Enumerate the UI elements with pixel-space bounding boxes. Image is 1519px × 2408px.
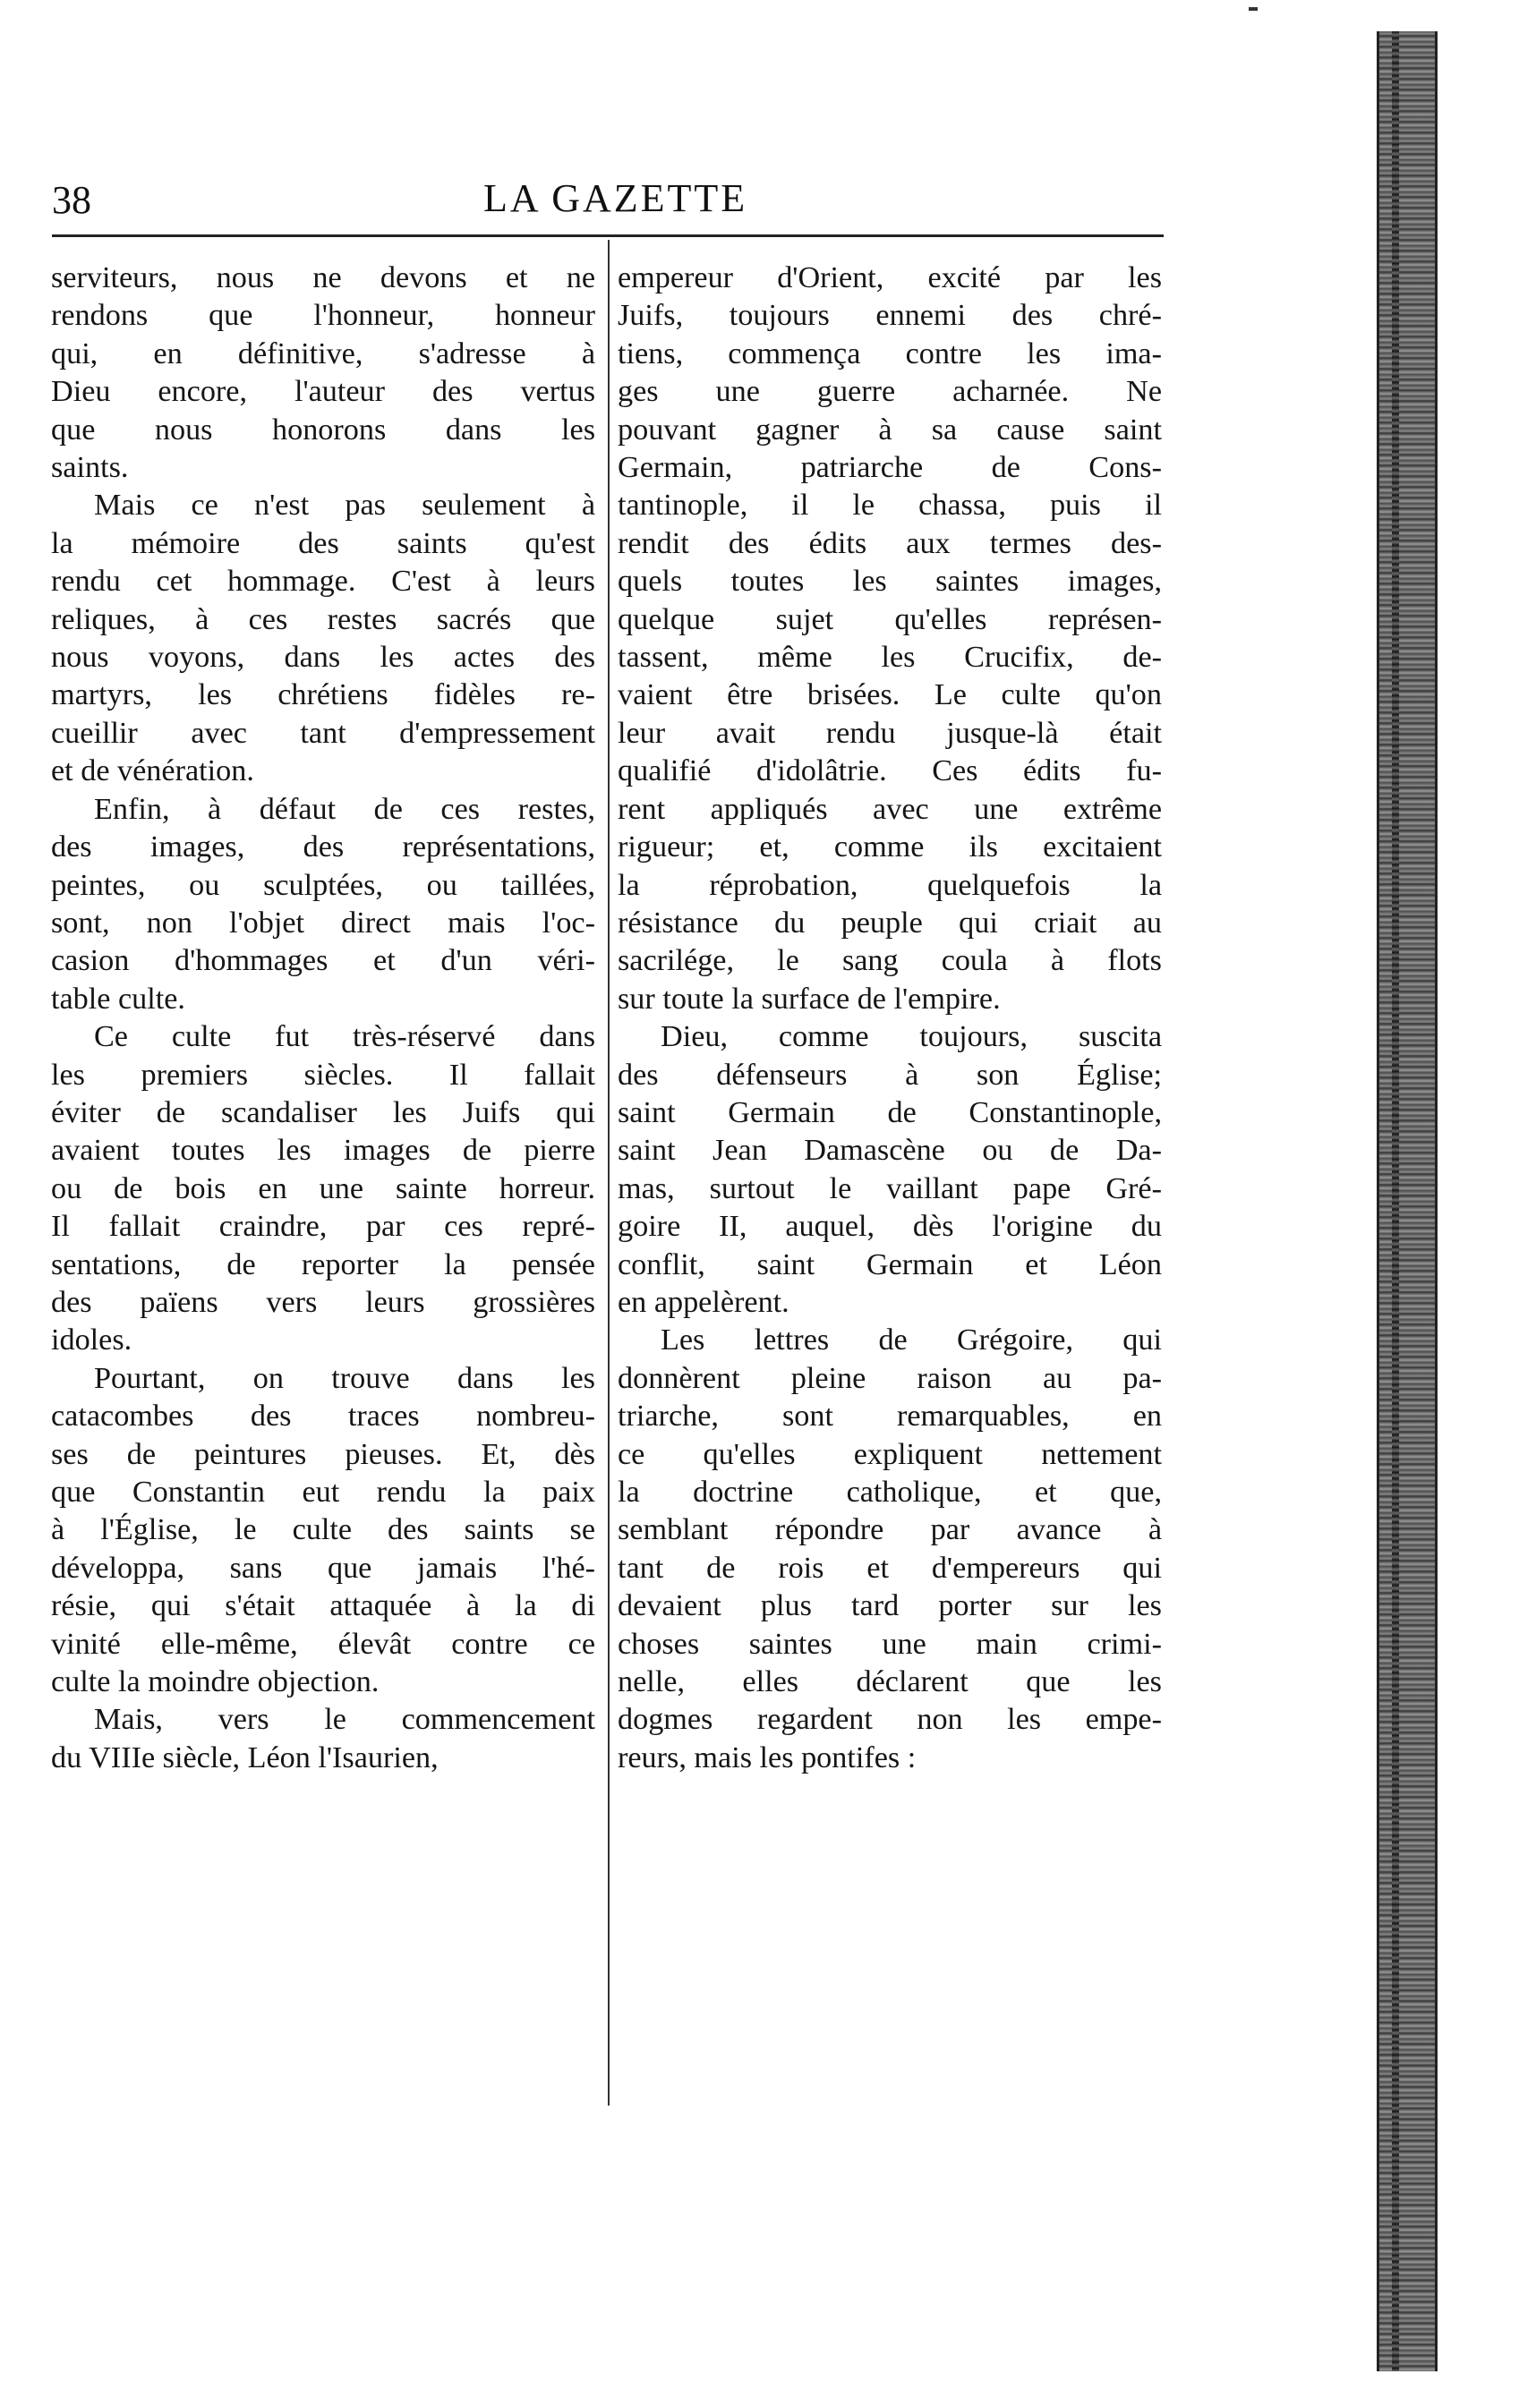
text-line: Mais ce n'est pas seulement à [94,489,595,523]
text-line: culte la moindre objection. [51,1665,380,1699]
text-line: à l'Église, le culte des saints se [51,1513,595,1547]
text-line: pouvant gagner à sa cause saint [618,413,1162,447]
text-line: reliques, à ces restes sacrés que [51,602,595,636]
text-line: Dieu encore, l'auteur des vertus [51,375,595,409]
text-line: la réprobation, quelquefois la [618,868,1162,902]
text-line: empereur d'Orient, excité par les [618,261,1162,294]
text-line: saint Jean Damascène ou de Da- [618,1134,1162,1168]
text-line: ges une guerre acharnée. Ne [618,375,1162,409]
text-line: ce qu'elles expliquent nettement [618,1437,1162,1471]
text-line: triarche, sont remarquables, en [618,1400,1162,1434]
text-line: avaient toutes les images de pierre [51,1134,595,1168]
text-line: catacombes des traces nombreu- [51,1400,595,1434]
text-line: et de vénération. [51,754,254,788]
text-line: sur toute la surface de l'empire. [618,982,1001,1016]
text-line: sont, non l'objet direct mais l'oc- [51,906,595,940]
text-line: Ce culte fut très-réservé dans [94,1020,595,1054]
text-line: Il fallait craindre, par ces repré- [51,1210,595,1244]
text-line: rendons que l'honneur, honneur [51,299,595,333]
text-line: que nous honorons dans les [51,413,595,447]
text-line: nelle, elles déclarent que les [618,1665,1162,1699]
text-line: ses de peintures pieuses. Et, dès [51,1437,595,1471]
paragraph [618,260,1162,1018]
text-line: Dieu, comme toujours, suscita [661,1020,1162,1054]
text-line: saint Germain de Constantinople, [618,1095,1162,1129]
text-line: rigueur; et, comme ils excitaient [618,830,1162,864]
text-line: Juifs, toujours ennemi des chré- [618,299,1162,333]
paragraph [618,1018,1162,1322]
paragraph [51,1701,595,1777]
text-line: tantinople, il le chassa, puis il [618,489,1162,523]
text-line: Germain, patriarche de Cons- [618,451,1162,485]
text-line: nous voyons, dans les actes des [51,641,595,675]
text-line: dogmes regardent non les empe- [618,1703,1162,1737]
text-line: Mais, vers le commencement [94,1703,595,1737]
binding-margin-texture [1392,31,1399,2371]
paragraph [51,487,595,790]
text-line: du VIIIe siècle, Léon l'Isaurien, [51,1740,439,1774]
paragraph [618,1322,1162,1777]
page-number: 38 [52,178,91,222]
text-line: qualifié d'idolâtrie. Ces édits fu- [618,754,1162,788]
right-column [618,260,1162,1777]
text-line: la doctrine catholique, et que, [618,1476,1162,1509]
text-line: serviteurs, nous ne devons et ne [51,261,595,294]
text-line: des images, des représentations, [51,830,595,864]
text-line: tiens, commença contre les ima- [618,336,1162,370]
text-line: rendit des édits aux termes des- [618,526,1162,560]
paragraph [51,1360,595,1702]
text-line: tant de rois et d'empereurs qui [618,1551,1162,1585]
text-line: ou de bois en une sainte horreur. [51,1171,595,1205]
text-line: Enfin, à défaut de ces restes, [94,792,595,826]
text-line: des païens vers leurs grossières [51,1285,595,1319]
text-line: cueillir avec tant d'empressement [51,716,595,750]
text-line: choses saintes une main crimi- [618,1627,1162,1661]
text-line: reurs, mais les pontifes : [618,1740,917,1774]
paragraph [51,260,595,487]
text-line: qui, en définitive, s'adresse à [51,336,595,370]
text-line: éviter de scandaliser les Juifs qui [51,1095,595,1129]
text-line: idoles. [51,1323,132,1357]
text-line: devaient plus tard porter sur les [618,1589,1162,1623]
text-line: résie, qui s'était attaquée à la di [51,1589,595,1623]
text-line: développa, sans que jamais l'hé- [51,1551,595,1585]
column-divider [608,240,610,2106]
text-line: semblant répondre par avance à [618,1513,1162,1547]
text-line: les premiers siècles. Il fallait [51,1058,595,1092]
text-line: Les lettres de Grégoire, qui [661,1323,1162,1357]
text-line: saints. [51,451,129,485]
text-line: quels toutes les saintes images, [618,565,1162,599]
text-line: quelque sujet qu'elles représen- [618,602,1162,636]
paragraph [51,1018,595,1360]
text-line: goire II, auquel, dès l'origine du [618,1210,1162,1244]
text-line: mas, surtout le vaillant pape Gré- [618,1171,1162,1205]
text-line: donnèrent pleine raison au pa- [618,1361,1162,1395]
left-column [51,260,595,1777]
header-rule [52,234,1164,237]
text-line: vaient être brisées. Le culte qu'on [618,678,1162,712]
text-line: résistance du peuple qui criait au [618,906,1162,940]
text-line: vinité elle-même, élevât contre ce [51,1627,595,1661]
text-line: que Constantin eut rendu la paix [51,1476,595,1509]
text-line: sacrilége, le sang coula à flots [618,944,1162,978]
text-line: rendu cet hommage. C'est à leurs [51,565,595,599]
text-line: table culte. [51,982,185,1016]
text-line: des défenseurs à son Église; [618,1058,1162,1092]
text-line: sentations, de reporter la pensée [51,1247,595,1281]
text-line: Pourtant, on trouve dans les [94,1361,595,1395]
scan-mark [1249,7,1258,11]
text-line: la mémoire des saints qu'est [51,526,595,560]
binding-margin-strip [1377,31,1438,2371]
text-line: casion d'hommages et d'un véri- [51,944,595,978]
text-line: conflit, saint Germain et Léon [618,1247,1162,1281]
text-line: rent appliqués avec une extrême [618,792,1162,826]
paragraph [51,791,595,1018]
text-line: peintes, ou sculptées, ou taillées, [51,868,595,902]
text-line: tassent, même les Crucifix, de- [618,641,1162,675]
text-line: leur avait rendu jusque-là était [618,716,1162,750]
text-line: martyrs, les chrétiens fidèles re- [51,678,595,712]
running-title: LA GAZETTE [483,176,748,220]
text-line: en appelèrent. [618,1285,789,1319]
